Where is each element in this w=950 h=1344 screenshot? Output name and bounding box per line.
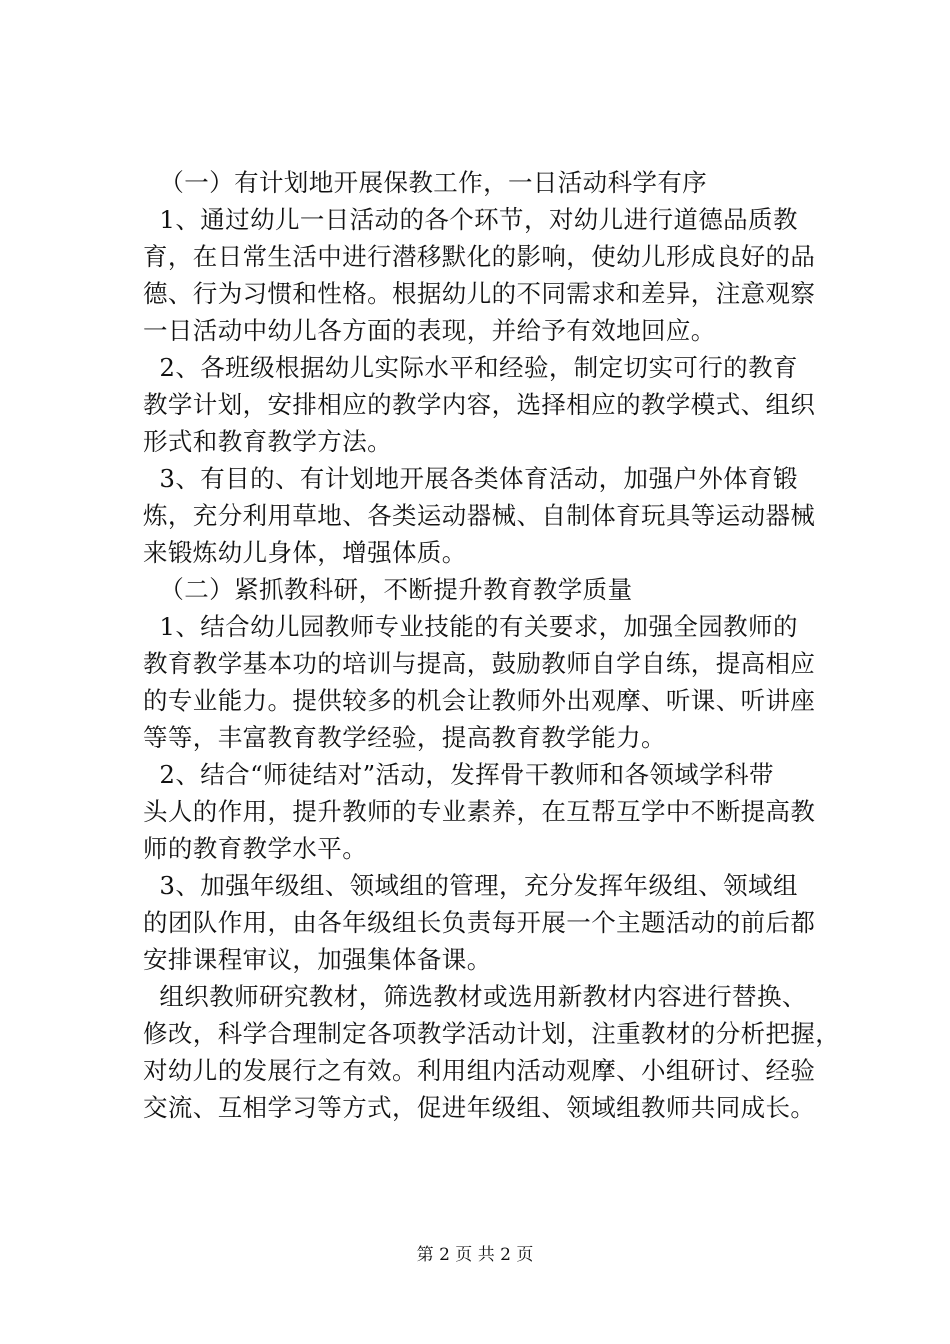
paragraph-line: 德、行为习惯和性格。根据幼儿的不同需求和差异，注意观察 — [143, 279, 816, 308]
paragraph-line: 头人的作用，提升教师的专业素养，在互帮互学中不断提高教 — [143, 797, 816, 826]
heading-section-2: （二）紧抓教科研，不断提升教育教学质量 — [143, 575, 633, 604]
paragraph-line: 的团队作用，由各年级组长负责每开展一个主题活动的前后都 — [143, 908, 816, 937]
paragraph-line: 1、结合幼儿园教师专业技能的有关要求，加强全园教师的 — [143, 612, 798, 641]
page-number-footer: 第 2 页 共 2 页 — [416, 1245, 534, 1265]
paragraph-line: 形式和教育教学方法。 — [143, 427, 392, 456]
paragraph-line: 教学计划，安排相应的教学内容，选择相应的教学模式、组织 — [143, 390, 816, 419]
paragraph-line: 来锻炼幼儿身体，增强体质。 — [143, 538, 467, 567]
paragraph-line: 炼，充分利用草地、各类运动器械、自制体育玩具等运动器械 — [143, 501, 816, 530]
paragraph-line: 组织教师研究教材，筛选教材或选用新教材内容进行替换、 — [143, 982, 807, 1011]
paragraph-line: 一日活动中幼儿各方面的表现，并给予有效地回应。 — [143, 316, 716, 345]
paragraph-line: 对幼儿的发展行之有效。利用组内活动观摩、小组研讨、经验 — [143, 1056, 816, 1085]
paragraph-line: 育，在日常生活中进行潜移默化的影响，使幼儿形成良好的品 — [143, 242, 816, 271]
paragraph-line: 修改，科学合理制定各项教学活动计划，注重教材的分析把握， — [143, 1019, 841, 1048]
paragraph-line: 的专业能力。提供较多的机会让教师外出观摩、听课、听讲座 — [143, 686, 816, 715]
paragraph-line: 2、结合“师徒结对”活动，发挥骨干教师和各领域学科带 — [143, 760, 774, 789]
paragraph-line: 师的教育教学水平。 — [143, 834, 368, 863]
paragraph-line: 教育教学基本功的培训与提高，鼓励教师自学自练，提高相应 — [143, 649, 816, 678]
paragraph-line: 3、加强年级组、领域组的管理，充分发挥年级组、领域组 — [143, 871, 798, 900]
paragraph-line: 1、通过幼儿一日活动的各个环节，对幼儿进行道德品质教 — [143, 205, 798, 234]
document-body — [143, 164, 841, 1126]
paragraph-line: 等等，丰富教育教学经验，提高教育教学能力。 — [143, 723, 666, 752]
heading-section-1: （一）有计划地开展保教工作，一日活动科学有序 — [143, 168, 708, 197]
paragraph-line: 安排课程审议，加强集体备课。 — [143, 945, 492, 974]
paragraph-line: 交流、互相学习等方式，促进年级组、领域组教师共同成长。 — [143, 1093, 816, 1122]
paragraph-line: 2、各班级根据幼儿实际水平和经验，制定切实可行的教育 — [143, 353, 798, 382]
paragraph-line: 3、有目的、有计划地开展各类体育活动，加强户外体育锻 — [143, 464, 798, 493]
